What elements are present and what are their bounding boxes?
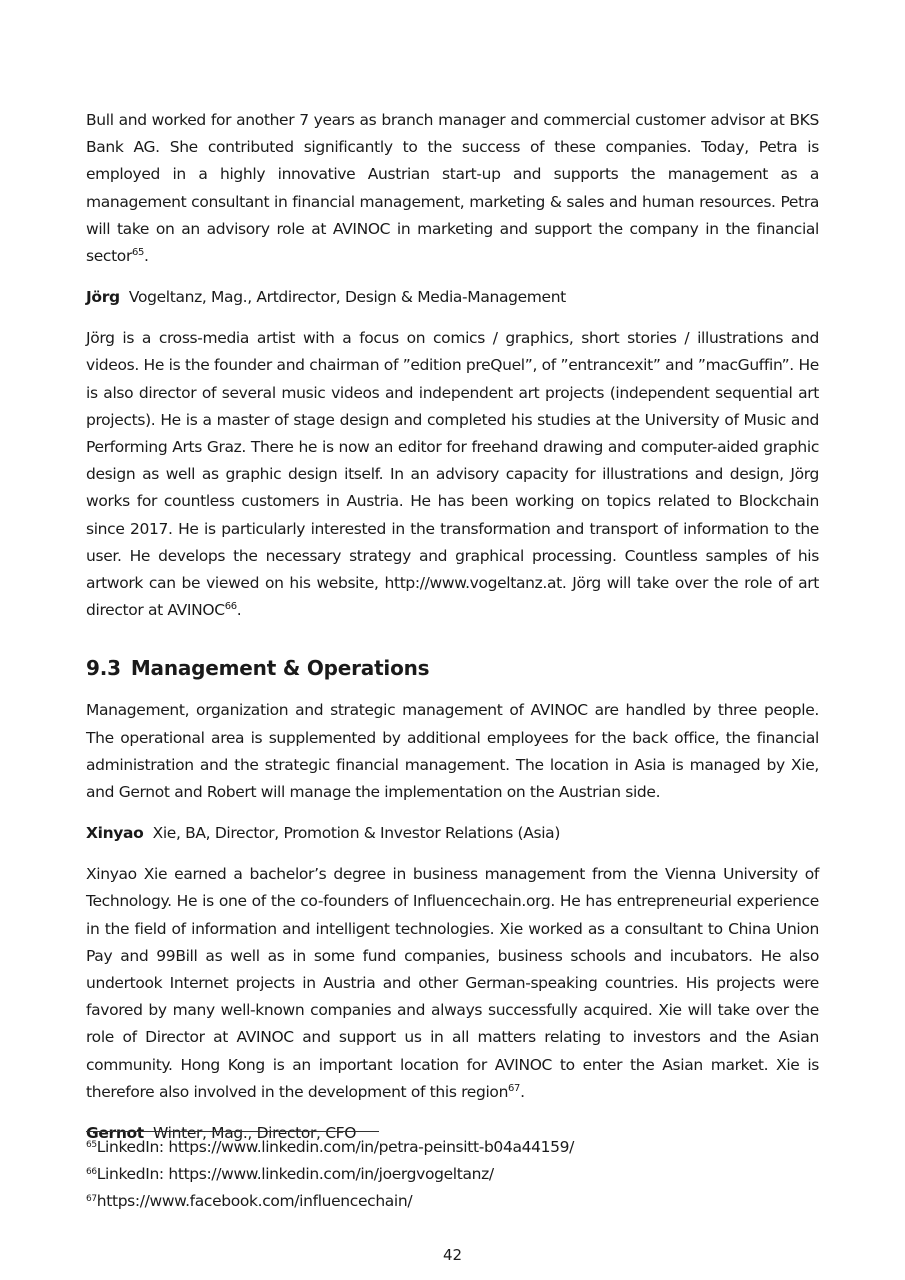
paragraph-text: Xinyao Xie earned a bachelor’s degree in business management from the Vienna University of Technology. He is one of the co-founders of Influencechain.org. He has entrepreneurial experience in the field of information and intelligent technologies. Xie worked as a consultant to China Union Pay and 99Bill as well as in some fund companies, business schools and incubators. He also undertook Internet projects in Austria and other German-speaking countries. His projects were favored by many well-known companies and always successfully acquired. Xie will take over the role of Director at AVINOC and support us in all matters relating to investors and the Asian community. Hong Kong is an important location for AVINOC to enter the Asian market. Xie is therefore also involved in the development of this region <box>86 865 819 1101</box>
footnote <box>86 1134 819 1161</box>
footnote-link[interactable]: LinkedIn: https://www.linkedin.com/in/petra-peinsitt-b04a44159/ <box>96 1138 575 1156</box>
paragraph-xinyao: Xinyao Xie earned a bachelor’s degree in business management from the Vienna University of Technology. He is one of the co-founders of Influencechain.org. He has entrepreneurial experience in the field of information and intelligent technologies. Xie worked as a consultant to China Union Pay and 99Bill as well as in some fund companies, business schools and incubators. He also undertook Internet projects in Austria and other German-speaking countries. His projects were favored by many well-known companies and always successfully acquired. Xie will take over the role of Director at AVINOC and support us in all matters relating to investors and the Asian community. Hong Kong is an important location for AVINOC to enter the Asian market. Xie is therefore also involved in the development of this region$^{67}$. <box>86 865 819 1101</box>
section-number: 9.3 <box>86 656 121 681</box>
footnote-ref-67[interactable]: 67 <box>508 1082 521 1094</box>
paragraph-text: Management, organization and strategic management of AVINOC are handled by three people. The operational area is supplemented by additional employees for the back office, the financial administration and the strategic financial management. The location in Asia is managed by Xie, and Gernot and Robert will manage the implementation on the Austrian side. <box>86 701 819 802</box>
page-number: 42 <box>442 1246 463 1264</box>
footnote <box>86 1188 819 1215</box>
footnote-ref-66[interactable]: 66 <box>224 601 237 613</box>
paragraph-text: Bull and worked for another 7 years as branch manager and commercial customer advisor at BKS Bank AG. She contributed significantly to the success of these companies. Today, Petra is employed in a highly innovative Austrian start-up and supports the management as a management consultant in financial management, marketing & sales and human resources. Petra will take on an advisory role at AVINOC in marketing and support the company in the financial sector <box>86 111 819 266</box>
footnote-link[interactable]: https://www.facebook.com/influencechain/ <box>96 1192 413 1211</box>
footnote <box>86 1161 819 1188</box>
person-heading-xinyao <box>86 820 819 847</box>
footnote-divider <box>86 1131 379 1132</box>
person-title: Winter, Mag., Director, CFO <box>153 1124 357 1143</box>
section-heading <box>86 654 819 682</box>
person-name: Jörg <box>86 288 120 307</box>
person-title: Vogeltanz, Mag., Artdirector, Design & Media-Management <box>128 288 566 307</box>
main-content <box>86 107 819 1147</box>
paragraph-jorg: Jörg is a cross-media artist with a focus on comics / graphics, short stories / illustrations and videos. He is the founder and chairman of ”edition preQuel”, of ”entrancexit” and ”macGuffin”. He is also director of several music videos and independent art projects (independent sequential art projects). He is a master of stage design and completed his studies at the University of Music and Performing Arts Graz. There he is now an editor for freehand drawing and computer-aided graphic design as well as graphic design itself. In an advisory capacity for illustrations and design, Jörg works for countless customers in Austria. He has been working on topics related to Blockchain since 2017. He is particularly interested in the transformation and transport of information to the user. He develops the necessary strategy and graphical processing. Countless samples of his artwork can be viewed on his website, http://www.vogeltanz.at. Jörg will take over the role of art director at AVINOC$^{66}$. <box>86 329 819 620</box>
footnote-number: 66 <box>86 1167 97 1178</box>
footnotes <box>86 1134 819 1216</box>
paragraph-text: Jörg is a cross-media artist with a focus on comics / graphics, short stories / illustrations and videos. He is the founder and chairman of ”edition preQuel”, of ”entrancexit” and ”macGuffin”. He is also director of several music videos and independent art projects (independent sequential art projects). He is a master of stage design and completed his studies at the University of Music and Performing Arts Graz. There he is now an editor for freehand drawing and computer-aided graphic design as well as graphic design itself. In an advisory capacity for illustrations and design, Jörg works for countless customers in Austria. He has been working on topics related to Blockchain since 2017. He is particularly interested in the transformation and transport of information to the user. He develops the necessary strategy and graphical processing. Countless samples of his artwork can be viewed on his website, http://www.vogeltanz.at. Jörg will take over the role of art director at AVINOC <box>86 329 819 620</box>
footnote-number: 67 <box>86 1194 97 1205</box>
footnote-ref-65[interactable]: 65 <box>131 247 144 259</box>
paragraph-petra: Bull and worked for another 7 years as branch manager and commercial customer advisor at BKS Bank AG. She contributed significantly to the success of these companies. Today, Petra is employed in a highly innovative Austrian start-up and supports the management as a management consultant in financial management, marketing & sales and human resources. Petra will take on an advisory role at AVINOC in marketing and support the company in the financial sector$^{65}$. <box>86 111 819 266</box>
footnote-link[interactable]: LinkedIn: https://www.linkedin.com/in/joergvogeltanz/ <box>96 1165 494 1184</box>
person-name: Gernot <box>86 1124 144 1143</box>
footnote-number: 65 <box>86 1140 97 1150</box>
person-title: Xie, BA, Director, Promotion & Investor Relations (Asia) <box>152 824 561 843</box>
person-name: Xinyao <box>86 824 144 843</box>
person-heading-jorg <box>86 284 819 311</box>
paragraph-management <box>86 697 819 806</box>
section-title: Management & Operations <box>130 656 430 681</box>
